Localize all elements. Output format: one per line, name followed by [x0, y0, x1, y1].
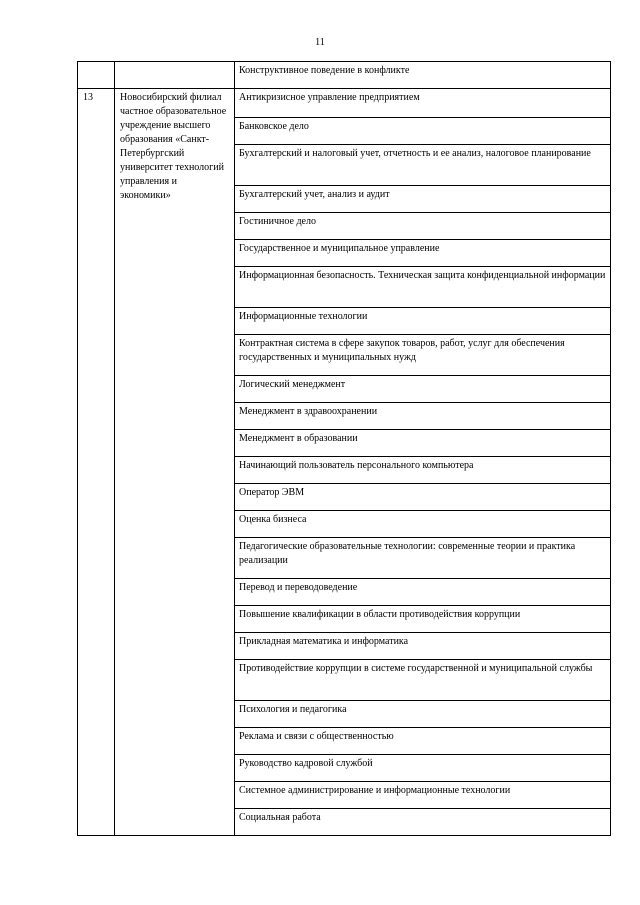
program-cell: Информационная безопасность. Техническая защита конфиденциальной информации [235, 267, 611, 308]
program-cell: Реклама и связи с общественностью [235, 728, 611, 755]
program-cell: Повышение квалификации в области противодействия коррупции [235, 606, 611, 633]
program-cell: Оператор ЭВМ [235, 484, 611, 511]
program-cell: Менеджмент в образовании [235, 430, 611, 457]
program-cell: Начинающий пользователь персонального компьютера [235, 457, 611, 484]
program-cell: Перевод и переводоведение [235, 579, 611, 606]
number-cell [78, 62, 115, 89]
program-cell: Бухгалтерский учет, анализ и аудит [235, 186, 611, 213]
program-cell: Логический менеджмент [235, 376, 611, 403]
program-cell: Бухгалтерский и налоговый учет, отчетность и ее анализ, налоговое планирование [235, 145, 611, 186]
program-cell: Государственное и муниципальное управление [235, 240, 611, 267]
organization-cell [115, 62, 235, 89]
programs-table [77, 61, 611, 836]
program-cell: Контрактная система в сфере закупок товаров, работ, услуг для обеспечения государственных и муниципальных нужд [235, 335, 611, 376]
program-cell: Антикризисное управление предприятием [235, 89, 611, 118]
program-cell: Противодействие коррупции в системе государственной и муниципальной службы [235, 660, 611, 701]
table-row [78, 62, 611, 89]
table-row [78, 89, 611, 118]
page-number: 11 [315, 37, 325, 48]
program-cell: Социальная работа [235, 809, 611, 836]
program-cell: Информационные технологии [235, 308, 611, 335]
program-cell: Менеджмент в здравоохранении [235, 403, 611, 430]
program-cell: Оценка бизнеса [235, 511, 611, 538]
program-cell: Гостиничное дело [235, 213, 611, 240]
organization-name: Новосибирский филиал частное образовательное учреждение высшего образования «Санкт-Петербургский университет технологий управления и экономики» [115, 89, 235, 836]
program-cell: Системное администрирование и информационные технологии [235, 782, 611, 809]
program-cell: Руководство кадровой службой [235, 755, 611, 782]
program-cell: Банковское дело [235, 118, 611, 145]
program-cell: Психология и педагогика [235, 701, 611, 728]
program-cell: Прикладная математика и информатика [235, 633, 611, 660]
entry-number: 13 [78, 89, 115, 836]
program-cell: Конструктивное поведение в конфликте [235, 62, 611, 89]
program-cell: Педагогические образовательные технологии: современные теории и практика реализации [235, 538, 611, 579]
